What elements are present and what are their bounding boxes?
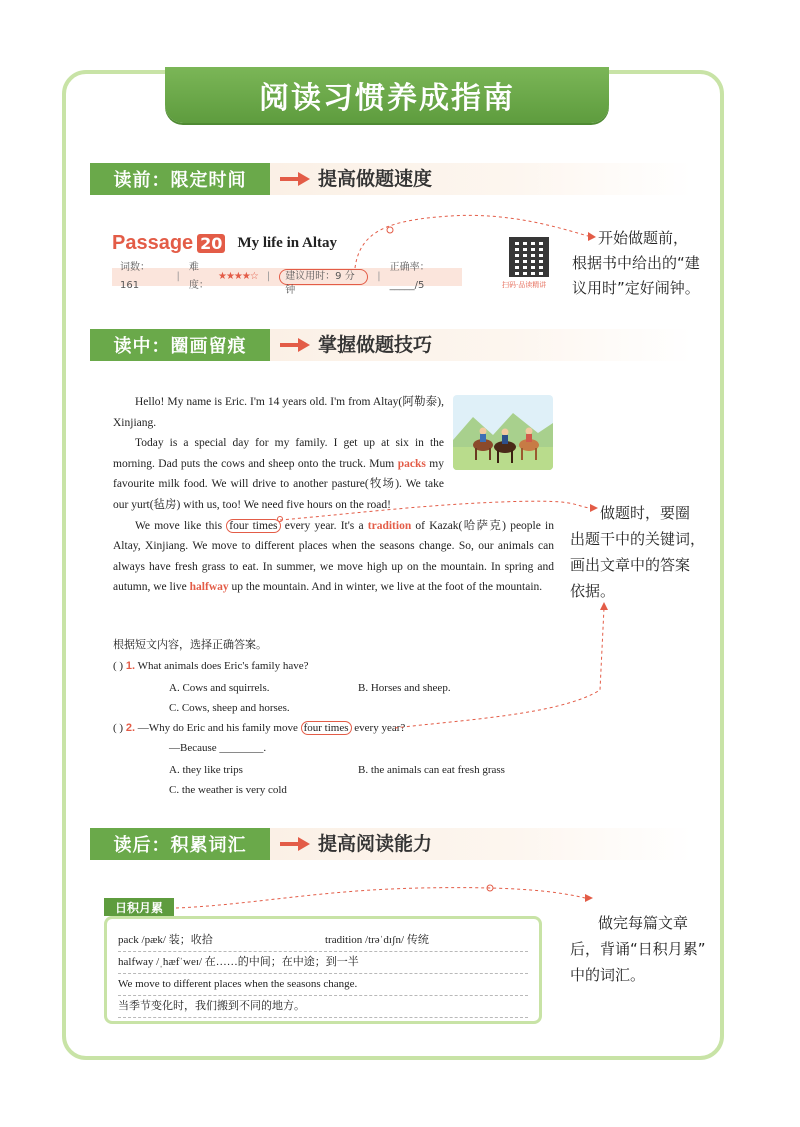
qr-caption: 扫码·品读精讲 [502,281,547,289]
option-1c[interactable]: C. Cows, sheep and horses. [169,702,290,714]
note-line: 画出文章中的答案 [570,556,691,574]
passage-number: 20 [197,234,225,253]
vocab-line-2: halfway /ˌhæfˈweɪ/ 在……的中间；在中途；到一半 [118,952,528,974]
option-1a[interactable]: A. Cows and squirrels. [169,682,270,694]
keyword-halfway: halfway [189,581,229,594]
because-blank: —Because ________. [169,742,267,754]
suggested-time: 建议用时：9 分钟 [279,269,368,285]
vocab-line-1: pack /pæk/ 装；收拾 tradition /trəˈdɪʃn/ 传统 [118,930,528,952]
section-goal: 掌握做题技巧 [318,334,433,356]
passage-title: My life in Altay [237,235,338,251]
section-goal: 提高阅读能力 [318,833,433,855]
note-line: 中的词汇。 [570,966,646,984]
difficulty-label: 难度： [188,262,209,291]
question-instruction: 根据短文内容，选择正确答案。 [113,638,267,651]
note-line: 做完每篇文章 [598,914,689,932]
note-line: 出题干中的关键词， [570,530,706,548]
note-line: 根据书中给出的“建 [572,254,700,272]
section-label: 读前：限定时间 [90,163,270,195]
note-line: 做题时，要圈 [600,504,691,522]
note-line: 依据。 [570,582,616,600]
circled-four-times-q: four times [301,721,352,735]
difficulty-stars: ★★★★☆ [217,271,258,282]
vocab-line-4: 当季节变化时，我们搬到不同的地方。 [118,996,528,1018]
section-label: 读后：积累词汇 [90,828,270,860]
note-line: 后，背诵“日积月累” [570,940,706,958]
vocab-line-3: We move to different places when the seasons change. [118,974,528,996]
paragraph-3: We move like this four times every year. It's a tradition of Kazak(哈萨克) people in Altay, Xinjiang. We move to different places when the seasons change. So, our animals can always have fresh grass to eat. In summer, we move high up on the mountain. In spring and autumn, we live halfway up the mountain. And in winter, we live at the foot of the mountain. [113,519,554,594]
option-2b[interactable]: B. the animals can eat fresh grass [358,764,505,776]
paragraph-1: Hello! My name is Eric. I'm 14 years old. I'm from Altay(阿勒泰), Xinjiang. [113,396,444,429]
question-1: ( ) 1. What animals does Eric's family have? [113,660,309,672]
word-count: 词数：161 [120,262,150,291]
passage-word: Passage [112,232,194,254]
passage-info-bar: 词数：161 | 难度： ★★★★☆ | 建议用时：9 分钟 | 正确率：_____/5 [112,268,462,286]
vocab-tag: 日积月累 [104,898,174,916]
note-line: 开始做题前， [598,229,689,247]
keyword-tradition: tradition [367,519,412,532]
question-2: ( ) 2. —Why do Eric and his family move four times every year? [113,722,406,734]
accuracy-rate: 正确率：_____/5 [389,262,430,291]
paragraph-2: Today is a special day for my family. I get up at six in the morning. Dad puts the cows and sheep onto the truck. Mum packs my favourite milk food. We will drive to another pasture(牧场). We take our yurt(毡房) with us, too! We need five hours on the road! [113,437,444,511]
option-1b[interactable]: B. Horses and sheep. [358,682,451,694]
option-2a[interactable]: A. they like trips [169,764,243,776]
option-2c[interactable]: C. the weather is very cold [169,784,287,796]
section-goal: 提高做题速度 [318,168,433,190]
keyword-packs: packs [397,457,426,470]
page-title: 阅读习惯养成指南 [165,67,609,123]
section-label: 读中：圈画留痕 [90,329,270,361]
note-line: 议用时”定好闹钟。 [572,279,700,297]
circled-four-times: four times [226,519,280,533]
